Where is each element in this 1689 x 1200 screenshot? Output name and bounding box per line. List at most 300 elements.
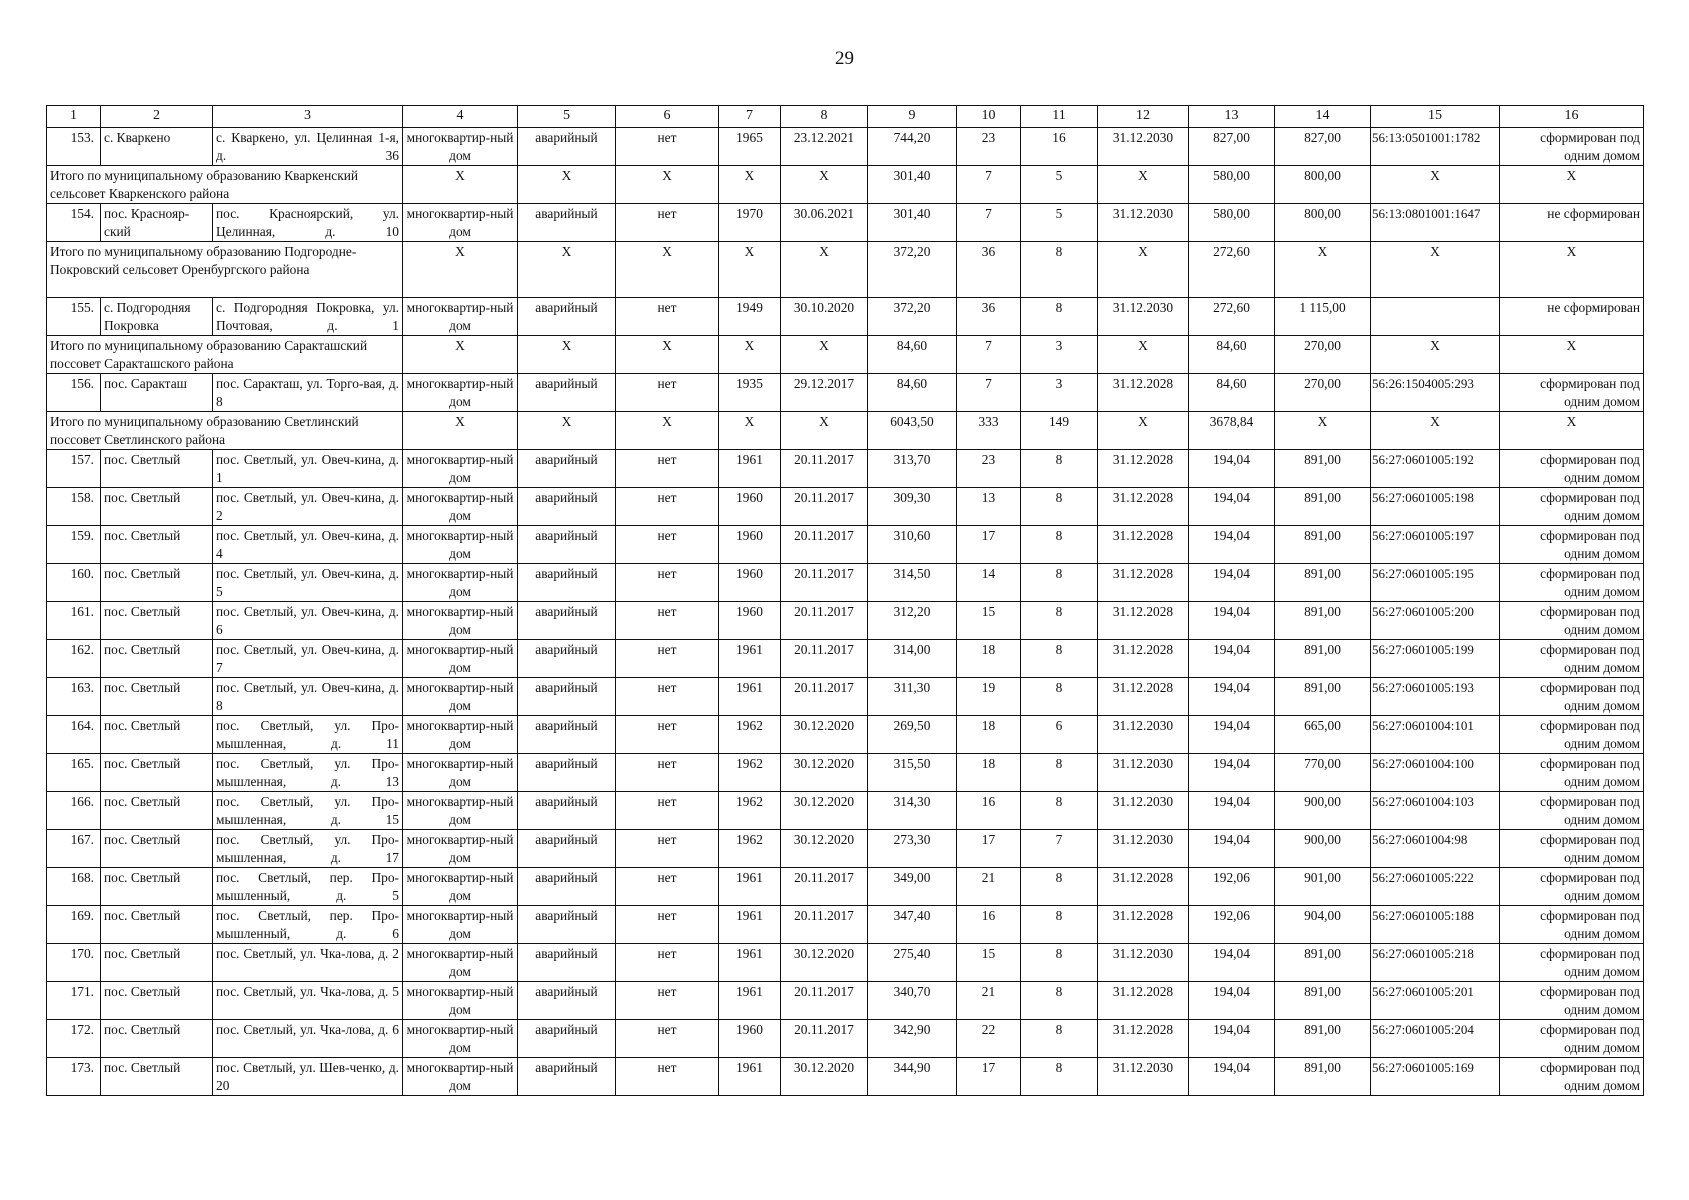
subtotal-c16: X: [1500, 412, 1644, 450]
condition-cell: аварийный: [518, 128, 616, 166]
address-cell: пос. Светлый, ул. Овеч-кина, д. 5: [213, 564, 403, 602]
rooms-cell: 8: [1021, 678, 1098, 716]
row-number: 164.: [47, 716, 101, 754]
subtotal-c11: 149: [1021, 412, 1098, 450]
decision-date-cell: 20.11.2017: [781, 868, 868, 906]
column-number-1: 1: [47, 106, 101, 128]
year-cell: 1970: [719, 204, 781, 242]
subtotal-c6: X: [616, 412, 719, 450]
condition-cell: аварийный: [518, 906, 616, 944]
decision-date-cell: 20.11.2017: [781, 602, 868, 640]
address-cell: пос. Светлый, ул. Овеч-кина, д. 6: [213, 602, 403, 640]
flag-cell: нет: [616, 792, 719, 830]
settlement-cell: пос. Светлый: [101, 1020, 213, 1058]
address-cell: пос. Светлый, ул. Овеч-кина, д. 7: [213, 640, 403, 678]
rooms-cell: 6: [1021, 716, 1098, 754]
formation-status-cell: сформирован под одним домом: [1500, 754, 1644, 792]
land-area-total-cell: 891,00: [1275, 450, 1371, 488]
subtotal-c5: X: [518, 336, 616, 374]
area-cell: 269,50: [868, 716, 957, 754]
subtotal-c7: X: [719, 242, 781, 298]
area-cell: 314,50: [868, 564, 957, 602]
table-row: [47, 830, 1644, 868]
year-cell: 1962: [719, 830, 781, 868]
area-cell: 315,50: [868, 754, 957, 792]
deadline-cell: 31.12.2030: [1098, 128, 1189, 166]
residents-cell: 17: [957, 526, 1021, 564]
condition-cell: аварийный: [518, 488, 616, 526]
land-area-total-cell: 770,00: [1275, 754, 1371, 792]
land-area-cell: 192,06: [1189, 868, 1275, 906]
decision-date-cell: 30.10.2020: [781, 298, 868, 336]
land-area-total-cell: 891,00: [1275, 526, 1371, 564]
formation-status-cell: сформирован под одним домом: [1500, 640, 1644, 678]
column-number-11: 11: [1021, 106, 1098, 128]
rooms-cell: 8: [1021, 564, 1098, 602]
decision-date-cell: 20.11.2017: [781, 488, 868, 526]
house-type-cell: многоквартир-ный дом: [403, 792, 518, 830]
settlement-cell: пос. Светлый: [101, 640, 213, 678]
table-row: [47, 298, 1644, 336]
land-area-total-cell: 891,00: [1275, 602, 1371, 640]
subtotal-c10: 7: [957, 166, 1021, 204]
formation-status-cell: сформирован под одним домом: [1500, 944, 1644, 982]
row-number: 171.: [47, 982, 101, 1020]
column-number-8: 8: [781, 106, 868, 128]
address-cell: пос. Саракташ, ул. Торго-вая, д. 8: [213, 374, 403, 412]
area-cell: 372,20: [868, 298, 957, 336]
year-cell: 1960: [719, 526, 781, 564]
area-cell: 313,70: [868, 450, 957, 488]
cadastral-number-cell: 56:27:0601004:101: [1371, 716, 1500, 754]
flag-cell: нет: [616, 564, 719, 602]
land-area-cell: 194,04: [1189, 526, 1275, 564]
deadline-cell: 31.12.2028: [1098, 678, 1189, 716]
house-type-cell: многоквартир-ный дом: [403, 564, 518, 602]
cadastral-number-cell: 56:26:1504005:293: [1371, 374, 1500, 412]
address-cell: пос. Светлый, ул. Чка-лова, д. 6: [213, 1020, 403, 1058]
column-number-6: 6: [616, 106, 719, 128]
address-cell: пос. Светлый, ул. Про-мышленная, д. 17: [213, 830, 403, 868]
subtotal-row: [47, 336, 1644, 374]
subtotal-c8: X: [781, 412, 868, 450]
residents-cell: 16: [957, 906, 1021, 944]
row-number: 157.: [47, 450, 101, 488]
rooms-cell: 5: [1021, 204, 1098, 242]
flag-cell: нет: [616, 830, 719, 868]
formation-status-cell: сформирован под одним домом: [1500, 1058, 1644, 1096]
subtotal-c13: 272,60: [1189, 242, 1275, 298]
address-cell: с. Кваркено, ул. Целинная 1-я, д. 36: [213, 128, 403, 166]
cadastral-number-cell: 56:27:0601005:197: [1371, 526, 1500, 564]
column-number-4: 4: [403, 106, 518, 128]
land-area-total-cell: 1 115,00: [1275, 298, 1371, 336]
decision-date-cell: 30.12.2020: [781, 754, 868, 792]
residents-cell: 21: [957, 868, 1021, 906]
land-area-total-cell: 891,00: [1275, 678, 1371, 716]
column-number-15: 15: [1371, 106, 1500, 128]
subtotal-c10: 333: [957, 412, 1021, 450]
decision-date-cell: 20.11.2017: [781, 678, 868, 716]
year-cell: 1962: [719, 754, 781, 792]
address-cell: пос. Светлый, ул. Овеч-кина, д. 1: [213, 450, 403, 488]
rooms-cell: 8: [1021, 754, 1098, 792]
deadline-cell: 31.12.2028: [1098, 564, 1189, 602]
formation-status-cell: сформирован под одним домом: [1500, 374, 1644, 412]
subtotal-c8: X: [781, 166, 868, 204]
formation-status-cell: сформирован под одним домом: [1500, 678, 1644, 716]
land-area-total-cell: 891,00: [1275, 488, 1371, 526]
row-number: 169.: [47, 906, 101, 944]
table-row: [47, 982, 1644, 1020]
condition-cell: аварийный: [518, 602, 616, 640]
subtotal-c8: X: [781, 336, 868, 374]
condition-cell: аварийный: [518, 564, 616, 602]
cadastral-number-cell: 56:27:0601005:195: [1371, 564, 1500, 602]
row-number: 159.: [47, 526, 101, 564]
subtotal-c14: X: [1275, 242, 1371, 298]
formation-status-cell: сформирован под одним домом: [1500, 450, 1644, 488]
address-cell: пос. Светлый, ул. Овеч-кина, д. 4: [213, 526, 403, 564]
year-cell: 1962: [719, 716, 781, 754]
deadline-cell: 31.12.2028: [1098, 374, 1189, 412]
table-row: [47, 754, 1644, 792]
deadline-cell: 31.12.2030: [1098, 204, 1189, 242]
subtotal-c4: X: [403, 412, 518, 450]
land-area-total-cell: 900,00: [1275, 792, 1371, 830]
subtotal-c5: X: [518, 242, 616, 298]
flag-cell: нет: [616, 1058, 719, 1096]
deadline-cell: 31.12.2028: [1098, 640, 1189, 678]
condition-cell: аварийный: [518, 1020, 616, 1058]
condition-cell: аварийный: [518, 204, 616, 242]
house-type-cell: многоквартир-ный дом: [403, 1058, 518, 1096]
subtotal-c4: X: [403, 242, 518, 298]
house-type-cell: многоквартир-ный дом: [403, 128, 518, 166]
subtotal-c13: 3678,84: [1189, 412, 1275, 450]
area-cell: 344,90: [868, 1058, 957, 1096]
year-cell: 1935: [719, 374, 781, 412]
settlement-cell: пос. Светлый: [101, 944, 213, 982]
formation-status-cell: сформирован под одним домом: [1500, 1020, 1644, 1058]
subtotal-c7: X: [719, 412, 781, 450]
land-area-total-cell: 901,00: [1275, 868, 1371, 906]
condition-cell: аварийный: [518, 374, 616, 412]
row-number: 158.: [47, 488, 101, 526]
housing-register-table: [46, 105, 1644, 1096]
cadastral-number-cell: 56:27:0601005:201: [1371, 982, 1500, 1020]
formation-status-cell: сформирован под одним домом: [1500, 830, 1644, 868]
condition-cell: аварийный: [518, 640, 616, 678]
row-number: 172.: [47, 1020, 101, 1058]
table-row: [47, 1020, 1644, 1058]
rooms-cell: 8: [1021, 868, 1098, 906]
rooms-cell: 8: [1021, 906, 1098, 944]
address-cell: пос. Светлый, ул. Овеч-кина, д. 8: [213, 678, 403, 716]
column-number-13: 13: [1189, 106, 1275, 128]
cadastral-number-cell: 56:13:0801001:1647: [1371, 204, 1500, 242]
subtotal-c5: X: [518, 412, 616, 450]
formation-status-cell: не сформирован: [1500, 298, 1644, 336]
area-cell: 349,00: [868, 868, 957, 906]
house-type-cell: многоквартир-ный дом: [403, 868, 518, 906]
decision-date-cell: 30.12.2020: [781, 716, 868, 754]
row-number: 156.: [47, 374, 101, 412]
subtotal-c16: X: [1500, 242, 1644, 298]
formation-status-cell: сформирован под одним домом: [1500, 982, 1644, 1020]
land-area-cell: 194,04: [1189, 640, 1275, 678]
column-number-9: 9: [868, 106, 957, 128]
area-cell: 275,40: [868, 944, 957, 982]
table-row: [47, 716, 1644, 754]
formation-status-cell: сформирован под одним домом: [1500, 526, 1644, 564]
rooms-cell: 8: [1021, 1020, 1098, 1058]
formation-status-cell: не сформирован: [1500, 204, 1644, 242]
settlement-cell: пос. Светлый: [101, 830, 213, 868]
formation-status-cell: сформирован под одним домом: [1500, 906, 1644, 944]
address-cell: пос. Светлый, пер. Про-мышленный, д. 6: [213, 906, 403, 944]
year-cell: 1961: [719, 906, 781, 944]
year-cell: 1961: [719, 944, 781, 982]
subtotal-c4: X: [403, 166, 518, 204]
column-number-10: 10: [957, 106, 1021, 128]
subtotal-c6: X: [616, 336, 719, 374]
flag-cell: нет: [616, 944, 719, 982]
table-body: [47, 106, 1644, 1096]
rooms-cell: 8: [1021, 602, 1098, 640]
flag-cell: нет: [616, 450, 719, 488]
subtotal-c16: X: [1500, 166, 1644, 204]
condition-cell: аварийный: [518, 944, 616, 982]
settlement-cell: пос. Краснояр-ский: [101, 204, 213, 242]
area-cell: 273,30: [868, 830, 957, 868]
cadastral-number-cell: 56:13:0501001:1782: [1371, 128, 1500, 166]
subtotal-c9: 6043,50: [868, 412, 957, 450]
address-cell: пос. Светлый, ул. Овеч-кина, д. 2: [213, 488, 403, 526]
deadline-cell: 31.12.2028: [1098, 488, 1189, 526]
decision-date-cell: 20.11.2017: [781, 564, 868, 602]
house-type-cell: многоквартир-ный дом: [403, 602, 518, 640]
flag-cell: нет: [616, 526, 719, 564]
rooms-cell: 8: [1021, 450, 1098, 488]
settlement-cell: пос. Светлый: [101, 1058, 213, 1096]
subtotal-label: Итого по муниципальному образованию Саракташский поссовет Саракташского района: [47, 336, 403, 374]
decision-date-cell: 20.11.2017: [781, 906, 868, 944]
address-cell: пос. Светлый, ул. Чка-лова, д. 5: [213, 982, 403, 1020]
rooms-cell: 7: [1021, 830, 1098, 868]
land-area-total-cell: 891,00: [1275, 1020, 1371, 1058]
flag-cell: нет: [616, 488, 719, 526]
residents-cell: 15: [957, 944, 1021, 982]
residents-cell: 23: [957, 128, 1021, 166]
decision-date-cell: 29.12.2017: [781, 374, 868, 412]
row-number: 162.: [47, 640, 101, 678]
column-number-3: 3: [213, 106, 403, 128]
year-cell: 1961: [719, 1058, 781, 1096]
table-row: [47, 564, 1644, 602]
address-cell: пос. Светлый, ул. Шев-ченко, д. 20: [213, 1058, 403, 1096]
land-area-cell: 194,04: [1189, 716, 1275, 754]
residents-cell: 18: [957, 754, 1021, 792]
area-cell: 312,20: [868, 602, 957, 640]
flag-cell: нет: [616, 678, 719, 716]
address-cell: пос. Светлый, ул. Про-мышленная, д. 11: [213, 716, 403, 754]
condition-cell: аварийный: [518, 830, 616, 868]
subtotal-c12: X: [1098, 336, 1189, 374]
rooms-cell: 8: [1021, 488, 1098, 526]
land-area-total-cell: 665,00: [1275, 716, 1371, 754]
table-row: [47, 906, 1644, 944]
rooms-cell: 8: [1021, 944, 1098, 982]
subtotal-row: [47, 412, 1644, 450]
settlement-cell: пос. Светлый: [101, 678, 213, 716]
formation-status-cell: сформирован под одним домом: [1500, 716, 1644, 754]
house-type-cell: многоквартир-ный дом: [403, 450, 518, 488]
land-area-cell: 194,04: [1189, 450, 1275, 488]
subtotal-c12: X: [1098, 166, 1189, 204]
table-row: [47, 1058, 1644, 1096]
land-area-total-cell: 900,00: [1275, 830, 1371, 868]
rooms-cell: 3: [1021, 374, 1098, 412]
flag-cell: нет: [616, 982, 719, 1020]
deadline-cell: 31.12.2030: [1098, 298, 1189, 336]
column-number-14: 14: [1275, 106, 1371, 128]
deadline-cell: 31.12.2028: [1098, 450, 1189, 488]
subtotal-c14: 270,00: [1275, 336, 1371, 374]
rooms-cell: 8: [1021, 982, 1098, 1020]
formation-status-cell: сформирован под одним домом: [1500, 128, 1644, 166]
land-area-cell: 194,04: [1189, 1058, 1275, 1096]
formation-status-cell: сформирован под одним домом: [1500, 488, 1644, 526]
decision-date-cell: 30.12.2020: [781, 1058, 868, 1096]
residents-cell: 21: [957, 982, 1021, 1020]
subtotal-c11: 8: [1021, 242, 1098, 298]
land-area-cell: 194,04: [1189, 944, 1275, 982]
settlement-cell: пос. Светлый: [101, 754, 213, 792]
house-type-cell: многоквартир-ный дом: [403, 944, 518, 982]
decision-date-cell: 20.11.2017: [781, 1020, 868, 1058]
settlement-cell: пос. Светлый: [101, 564, 213, 602]
row-number: 168.: [47, 868, 101, 906]
subtotal-c6: X: [616, 166, 719, 204]
table-row: [47, 488, 1644, 526]
subtotal-c15: X: [1371, 166, 1500, 204]
deadline-cell: 31.12.2028: [1098, 602, 1189, 640]
column-number-16: 16: [1500, 106, 1644, 128]
cadastral-number-cell: 56:27:0601005:222: [1371, 868, 1500, 906]
subtotal-c5: X: [518, 166, 616, 204]
subtotal-label: Итого по муниципальному образованию Кваркенский сельсовет Кваркенского района: [47, 166, 403, 204]
deadline-cell: 31.12.2030: [1098, 1058, 1189, 1096]
settlement-cell: пос. Светлый: [101, 602, 213, 640]
settlement-cell: пос. Светлый: [101, 488, 213, 526]
subtotal-c13: 580,00: [1189, 166, 1275, 204]
residents-cell: 14: [957, 564, 1021, 602]
rooms-cell: 8: [1021, 526, 1098, 564]
cadastral-number-cell: 56:27:0601005:200: [1371, 602, 1500, 640]
residents-cell: 7: [957, 374, 1021, 412]
residents-cell: 18: [957, 640, 1021, 678]
year-cell: 1949: [719, 298, 781, 336]
subtotal-c7: X: [719, 166, 781, 204]
residents-cell: 17: [957, 1058, 1021, 1096]
page-number: 29: [835, 48, 854, 69]
subtotal-c6: X: [616, 242, 719, 298]
year-cell: 1961: [719, 982, 781, 1020]
land-area-cell: 827,00: [1189, 128, 1275, 166]
land-area-total-cell: 891,00: [1275, 640, 1371, 678]
cadastral-number-cell: 56:27:0601005:169: [1371, 1058, 1500, 1096]
subtotal-c12: X: [1098, 412, 1189, 450]
flag-cell: нет: [616, 906, 719, 944]
land-area-cell: 194,04: [1189, 678, 1275, 716]
flag-cell: нет: [616, 640, 719, 678]
address-cell: пос. Светлый, ул. Про-мышленная, д. 15: [213, 792, 403, 830]
residents-cell: 7: [957, 204, 1021, 242]
settlement-cell: с. Подгородняя Покровка: [101, 298, 213, 336]
deadline-cell: 31.12.2030: [1098, 944, 1189, 982]
address-cell: пос. Светлый, ул. Про-мышленная, д. 13: [213, 754, 403, 792]
subtotal-c13: 84,60: [1189, 336, 1275, 374]
subtotal-row: [47, 242, 1644, 298]
land-area-cell: 194,04: [1189, 792, 1275, 830]
house-type-cell: многоквартир-ный дом: [403, 374, 518, 412]
row-number: 155.: [47, 298, 101, 336]
residents-cell: 16: [957, 792, 1021, 830]
column-number-12: 12: [1098, 106, 1189, 128]
settlement-cell: с. Кваркено: [101, 128, 213, 166]
house-type-cell: многоквартир-ный дом: [403, 830, 518, 868]
subtotal-c15: X: [1371, 242, 1500, 298]
house-type-cell: многоквартир-ный дом: [403, 640, 518, 678]
formation-status-cell: сформирован под одним домом: [1500, 564, 1644, 602]
land-area-cell: 580,00: [1189, 204, 1275, 242]
settlement-cell: пос. Светлый: [101, 450, 213, 488]
year-cell: 1962: [719, 792, 781, 830]
land-area-total-cell: 891,00: [1275, 944, 1371, 982]
decision-date-cell: 20.11.2017: [781, 640, 868, 678]
condition-cell: аварийный: [518, 792, 616, 830]
flag-cell: нет: [616, 716, 719, 754]
deadline-cell: 31.12.2030: [1098, 830, 1189, 868]
rooms-cell: 16: [1021, 128, 1098, 166]
subtotal-label: Итого по муниципальному образованию Подгородне-Покровский сельсовет Оренбургского района: [47, 242, 403, 298]
row-number: 173.: [47, 1058, 101, 1096]
flag-cell: нет: [616, 754, 719, 792]
cadastral-number-cell: 56:27:0601005:198: [1371, 488, 1500, 526]
land-area-cell: 194,04: [1189, 564, 1275, 602]
decision-date-cell: 20.11.2017: [781, 982, 868, 1020]
deadline-cell: 31.12.2028: [1098, 982, 1189, 1020]
address-cell: с. Подгородняя Покровка, ул. Почтовая, д. 1: [213, 298, 403, 336]
land-area-total-cell: 891,00: [1275, 1058, 1371, 1096]
formation-status-cell: сформирован под одним домом: [1500, 602, 1644, 640]
house-type-cell: многоквартир-ный дом: [403, 716, 518, 754]
year-cell: 1961: [719, 450, 781, 488]
deadline-cell: 31.12.2030: [1098, 792, 1189, 830]
area-cell: 314,30: [868, 792, 957, 830]
subtotal-c14: 800,00: [1275, 166, 1371, 204]
cadastral-number-cell: 56:27:0601004:100: [1371, 754, 1500, 792]
residents-cell: 22: [957, 1020, 1021, 1058]
land-area-cell: 192,06: [1189, 906, 1275, 944]
flag-cell: нет: [616, 868, 719, 906]
house-type-cell: многоквартир-ный дом: [403, 298, 518, 336]
subtotal-label: Итого по муниципальному образованию Светлинский поссовет Светлинского района: [47, 412, 403, 450]
condition-cell: аварийный: [518, 450, 616, 488]
table-row: [47, 868, 1644, 906]
decision-date-cell: 30.12.2020: [781, 830, 868, 868]
